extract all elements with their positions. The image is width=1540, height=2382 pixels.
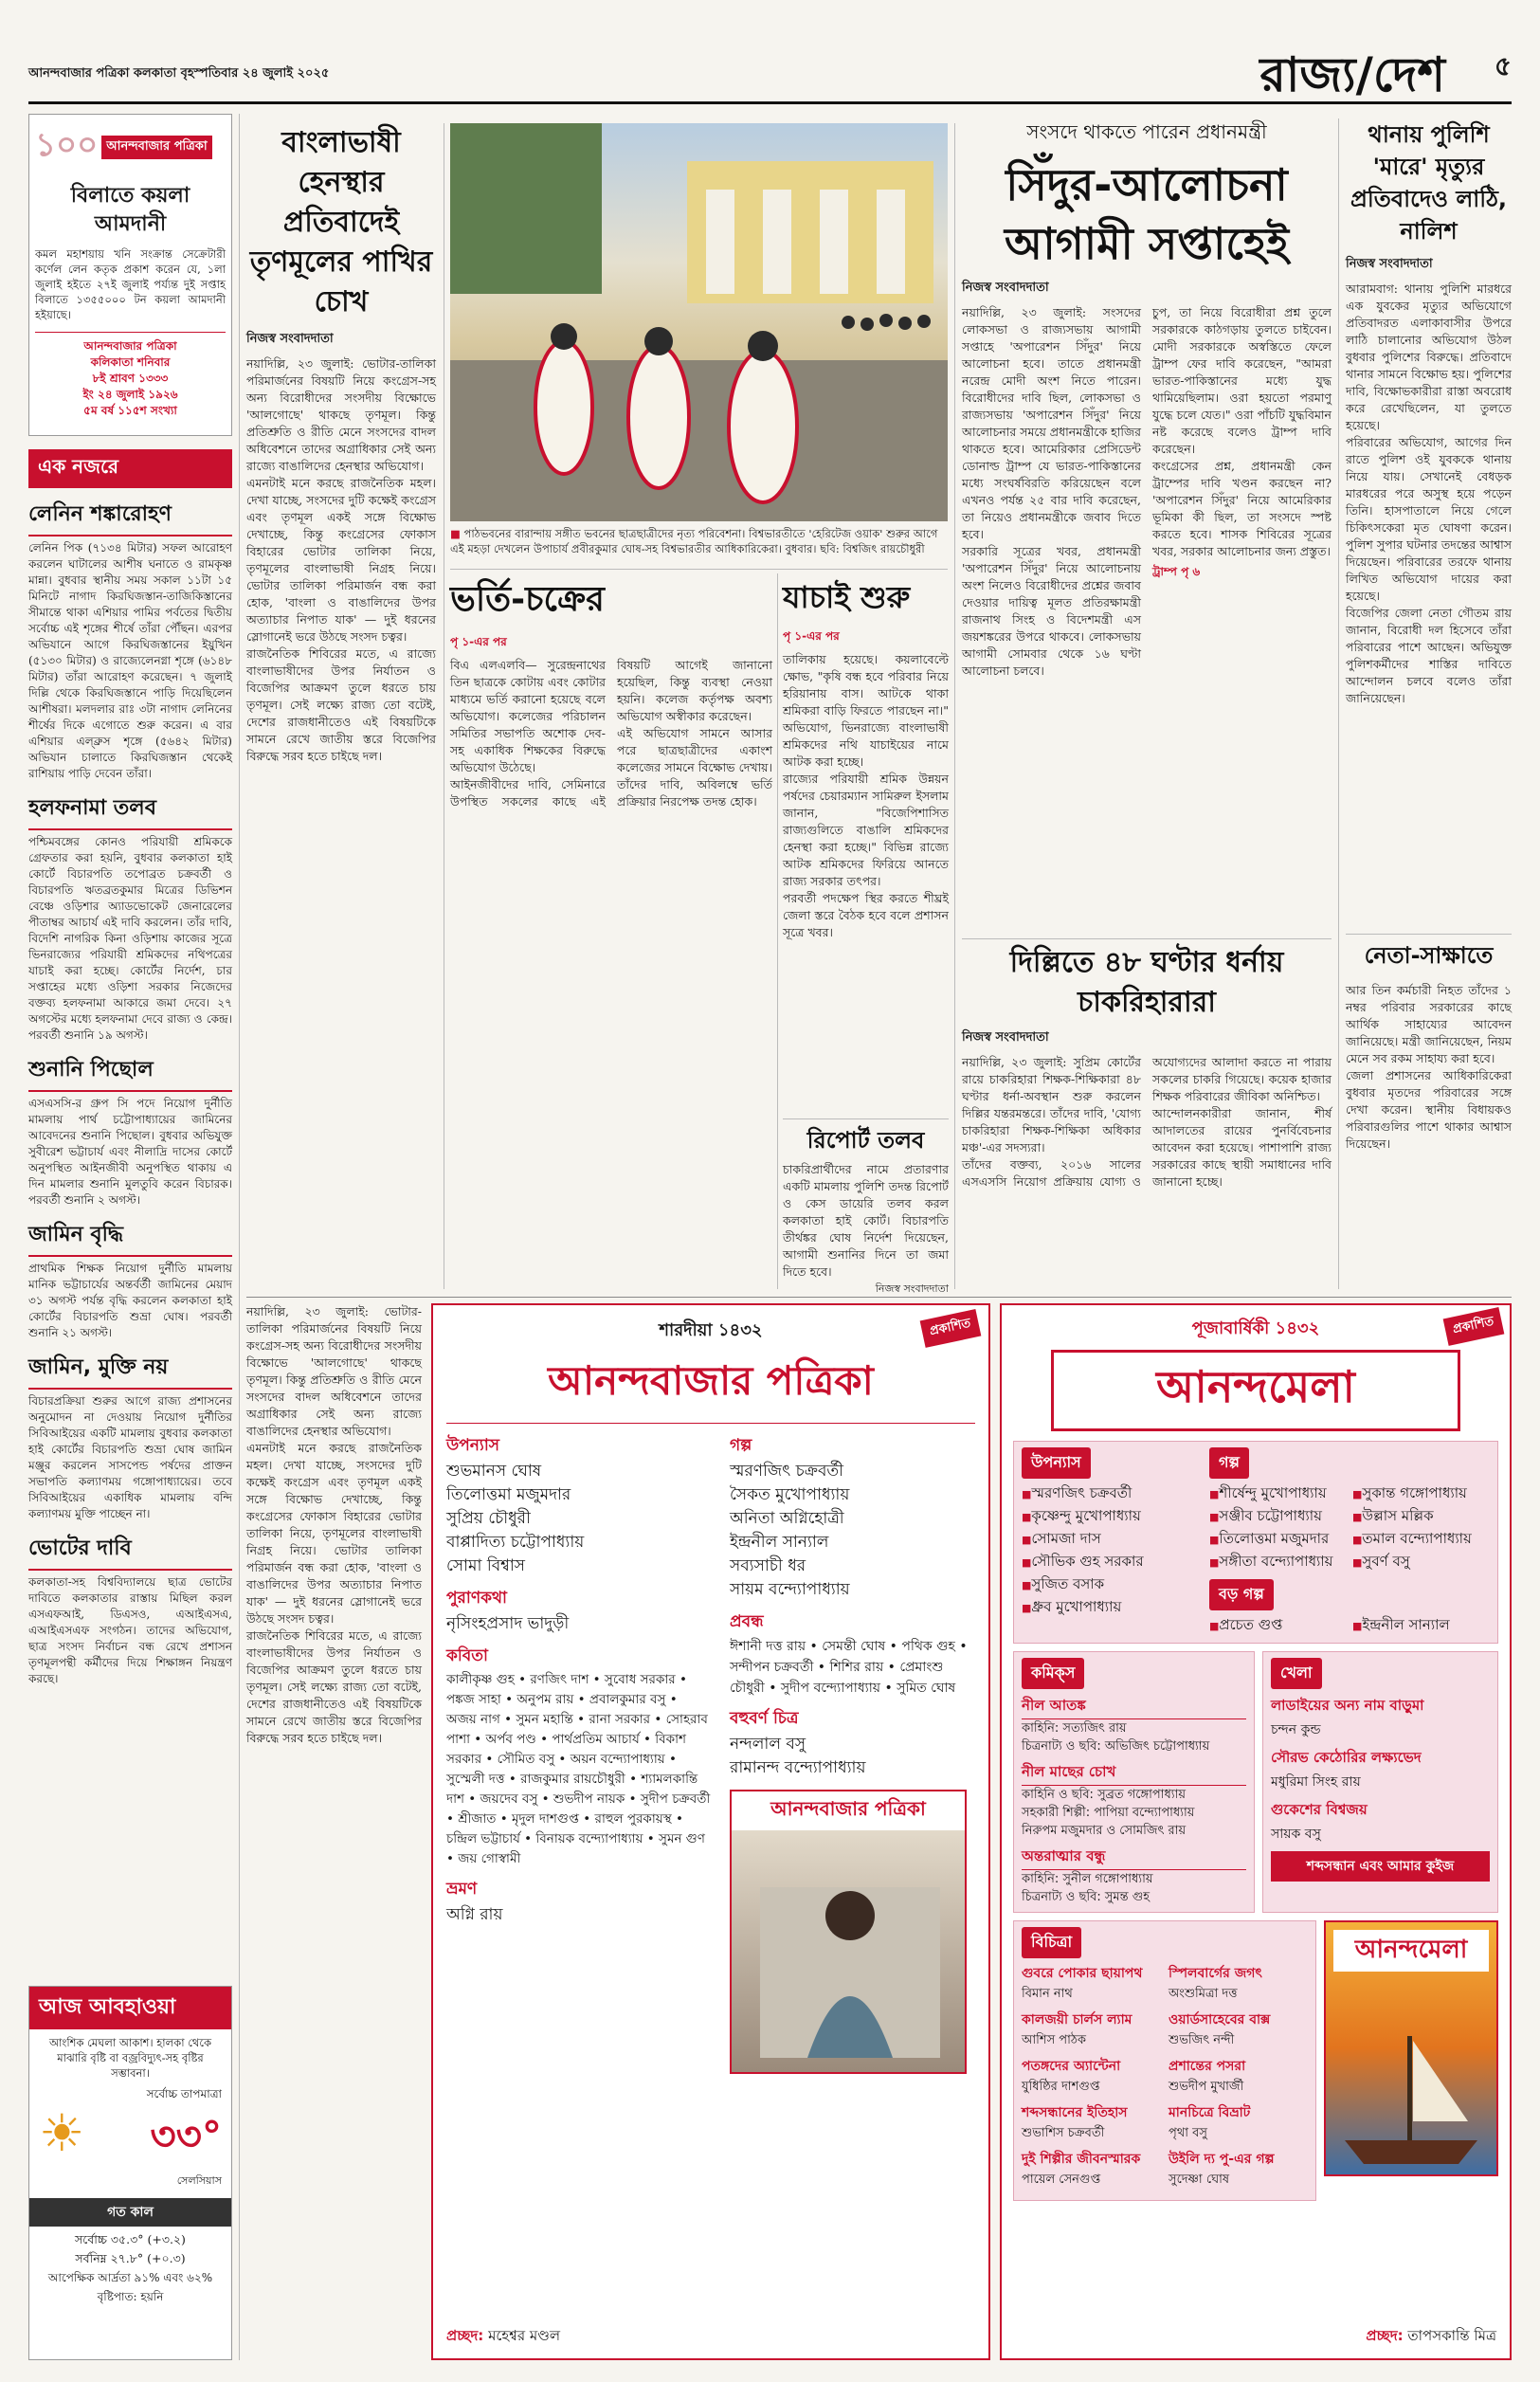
story-bhorti — [450, 573, 772, 1289]
comic-title: নীল আতঙ্ক — [1022, 1695, 1246, 1719]
story-police — [1346, 118, 1512, 929]
bichitra-author: যুধিষ্ঠির দাশগুপ্ত — [1022, 2080, 1100, 2094]
ad-am-galpo-label: গল্প — [1209, 1447, 1249, 1479]
bichitra-author: শুভদীপ মুখার্জী — [1169, 2080, 1244, 2094]
ad-am-comics-label: কমিক্‌স — [1022, 1658, 1084, 1689]
bichitra-item — [1022, 2009, 1161, 2051]
story-sindoor-cont: ট্রাম্প পৃ ৬ — [1152, 565, 1201, 578]
header-dateline: আনন্দবাজার পত্রিকা কলকাতা বৃহস্পতিবার ২৪ জুলাই ২০২৫ — [28, 66, 330, 81]
story-jachai-cont: পৃ ১-এর পর — [783, 629, 840, 643]
story-sindoor-body-a: নয়াদিল্লি, ২৩ জুলাই: সংসদের লোকসভা ও রাজ্যসভায় আগামী সপ্তাহে 'অপারেশন সিঁদুর' নিয়ে আলোচনা হবে। তাতে প্রধানমন্ত্রী নরেন্দ্র মোদী অংশ নিতে পারেন। বিরোধীদের দাবি ছিল, লোকসভা ও রাজ্যসভায় 'অপারেশন সিঁদুর' নিয়ে আলোচনার সময়ে প্রধানমন্ত্রীকে হাজির থাকতে হবে। আমেরিকার প্রেসিডেন্ট ডোনাল্ড ট্রাম্প যে ভারত-পাকিস্তানের মধ্যে সংঘর্ষবিরতি করিয়েছেন বলে এখনও পর্যন্ত ২৫ বার দাবি করেছেন, তা নিয়েও প্রধানমন্ত্রীকে জবাব দিতে হবে। সরকারি সূত্রের খবর, প্রধানমন্ত্রী 'অপারেশন সিঁদুর' নিয়ে আলোচনায় অংশ নিলেও বিরোধীদের প্রশ্নের জবাব দেওয়ার দায়িত্ব মূলত প্রতিরক্ষামন্ত্রী রাজনাথ সিংহ ও বিদেশমন্ত্রী এস জয়শঙ্করের উপরে থাকবে। লোকসভায় আগামী সোমবার থেকে ১৬ ঘণ্টা আলোচনা চলবে। — [962, 305, 1141, 678]
news-photo — [450, 123, 948, 521]
ad-am-upanyas-author: ■ কৃষ্ণেন্দু মুখোপাধ্যায় — [1022, 1505, 1202, 1528]
weather-desc: আংশিক মেঘলা আকাশ। হালকা থেকে মাঝারি বৃষ্টি বা বজ্রবিদ্যুৎ-সহ বৃষ্টির সম্ভাবনা। — [48, 2036, 211, 2080]
caption-marker: ■ — [450, 527, 464, 540]
story-jachai-headline: যাচাই শুরু — [783, 579, 911, 615]
ad-am-galpo-author: ■ সুবর্ণ বসু — [1352, 1551, 1490, 1573]
bichitra-item — [1022, 2101, 1161, 2144]
story-sindoor-headline: সিঁদুর-আলোচনা আগামী সপ্তাহেই — [1005, 159, 1289, 269]
bichitra-item — [1169, 2101, 1308, 2144]
archive-box — [28, 114, 232, 436]
weather-rain: বৃষ্টিপাত: হয়নি — [97, 2290, 164, 2303]
ad-am-year: পূজাবার্ষিকী ১৪৩২ — [1191, 1318, 1320, 1338]
ad-abp-badge: প্রকাশিত — [920, 1309, 981, 1348]
archive-year-mark: ১০০ — [35, 126, 99, 164]
story-neta — [1346, 938, 1512, 1289]
brief-body: লেনিন পিক (৭১৩৪ মিটার) সফল আরোহণ করলেন ঘাটালের আশীষ ঘনাতে ও রামকৃষ্ণ মান্না। বুধবার স্থানীয় সময় সকাল ১১টা ১৫ মিনিটে নাগাদ কিরঘিজস্তান-তাজিকিস্তানের সীমান্তে থাকা এশিয়ার পামির পর্বতের দ্বিতীয় সর্বোচ্চ এই শৃঙ্গের শীর্ষে তাঁরা পৌঁছন। এরপর অভিযানে আগে কিরঘিজস্তানের ইয়ুখিন (৫১৩০ মিটার) ও রাজ্যেলেনগ্না শৃঙ্গে (৬১৪৮ মিটার) তাঁরা আরোহণ করেছেন। ৭ জুলাই দিল্লি থেকে কিরঘিজস্তানে পাড়ি দিয়েছিলেন আশীষরা। মলদলার রাঃ ৩টা নাগাদ লেনিনের শীর্ষের দিকে এগোতে শুরু করেন। এ বার এশিয়ার এল্‌ব্রুস শৃঙ্গে (৫৬৪২ মিটার) অভিযান চালাতে কিরঘিজস্তান থেকেই রাশিয়ায় পাড়ি দেবেন তাঁরা। — [28, 541, 232, 780]
story-tmc-byline: নিজস্ব সংবাদদাতা — [246, 332, 334, 346]
ad-abp-galpo-author: সব্যসাচী ধর — [729, 1556, 806, 1575]
ad-abp-galpo-list — [730, 1460, 975, 1602]
ad-am-galpo-author: ■ সঞ্জীব চট্টোপাধ্যায় — [1209, 1505, 1347, 1528]
ad-am-galpo-author: ■ শীর্ষেন্দু মুখোপাধ্যায় — [1209, 1482, 1347, 1505]
bichitra-title: দুই শিল্পীর জীবনস্মারক — [1022, 2152, 1141, 2167]
story-tmc-continued-body: নয়াদিল্লি, ২৩ জুলাই: ভোটার-তালিকা পরিমার্জনের বিষয়টি নিয়ে কংগ্রেস-সহ অন্য বিরোধীদের সংসদীয় বিক্ষোভে 'আলগোছে' থাকছে তৃণমূল। কিন্তু প্রতিশ্রুতি ও রীতি মেনে সংসদের বাদল অধিবেশনে তাদের অগ্রাধিকার সেই অন্য রাজ্যে বাঙালিদের হেনস্থার অভিযোগ। এমনটাই মনে করছে রাজনৈতিক মহল। দেখা যাচ্ছে, সংসদের দুটি কক্ষেই কংগ্রেস এবং তৃণমূল একই সঙ্গে বিক্ষোভ দেখাচ্ছে, কিন্তু কংগ্রেসের ফোকাস বিহারের ভোটার তালিকা নিয়ে, তৃণমূলের বাংলাভাষী নিগ্রহ নিয়ে। ভোটার তালিকা পরিমার্জন বন্ধ করা হোক, 'বাংলা ও বাঙালিদের উপর অত্যাচার নিপাত যাক' — দুই ধরনের স্লোগানেই ভরে উঠছে সংসদ চত্বর। রাজনৈতিক শিবিরের মতে, এ রাজ্যে বাংলাভাষীদের উপর নির্যাতন ও বিজেপির আক্রমণ তুলে ধরতে চায় তৃণমূল। সেই লক্ষ্যে রাজ্য তো বটেই, দেশের রাজধানীতেও এই বিষয়টিকে সামনে রেখে জাতীয় স্তরে বিজেপির বিরুদ্ধে সরব হতে চাইছে দল। — [246, 1304, 422, 1745]
ad-abp-galpo-author: স্মরণজিৎ চক্রবর্তী — [729, 1462, 844, 1481]
weather-unit: সেলসিয়াস — [176, 2174, 222, 2187]
khela-title: লাডাইয়ের অন্য নাম বাড়ুমা — [1271, 1697, 1424, 1714]
story-tmc-headline: বাংলাভাষী হেনস্থার প্রতিবাদেই তৃণমূলের পাখির চোখ — [249, 126, 433, 318]
ad-abp-cover-title: আনন্দবাজার পত্রিকা — [732, 1791, 965, 1830]
ad-anandamela — [1000, 1303, 1512, 2360]
brief-title: ভোটের দাবি — [28, 1532, 232, 1571]
ad-am-comics-list — [1022, 1695, 1246, 1906]
bichitra-title: ওয়ার্ডসাহেবের বাক্স — [1169, 2012, 1271, 2027]
briefs-header: এক নজরে — [28, 449, 232, 488]
cover-figure-illustration — [732, 1830, 969, 2077]
ad-abp-chitra-list — [730, 1733, 975, 1780]
ad-am-upanyas-author: ■ সুজিত বসাক — [1022, 1573, 1202, 1596]
bichitra-item — [1169, 1962, 1308, 2005]
comic-credits: কাহিনি: সত্যজিৎ রায় চিত্রনাট্য ও ছবি: অভিজিৎ চট্টোপাধ্যায় — [1022, 1721, 1210, 1754]
page-header — [28, 38, 1512, 104]
ad-am-galpo-author: ■ তিলোত্তমা মজুমদার — [1209, 1528, 1347, 1551]
ad-abp-chitra-artist: রামানন্দ বন্দ্যোপাধ্যায় — [729, 1758, 866, 1777]
brief-title: হলফনামা তলব — [28, 791, 232, 830]
ad-abp-prabandha: ঈশানী দত্ত রায় • সেমন্তী ঘোষ • পথিক গুহ • সন্দীপন চক্রবর্তী • শিশির রায় • প্রেমাংশু চৌধুরী • সুদীপ বন্দ্যোপাধ্যায় • সুমিত ঘোষ — [729, 1639, 968, 1696]
bichitra-title: কালজয়ী চার্লস ল্যাম — [1022, 2012, 1132, 2027]
bichitra-title: শব্দসন্ধানের ইতিহাস — [1022, 2105, 1128, 2120]
archive-headline: বিলাতে কয়লা আমদানী — [70, 184, 190, 236]
briefs-list — [28, 498, 232, 1915]
ad-abp-upanyas-author: সোমা বিশ্বাস — [446, 1556, 526, 1575]
khela-author: সায়ক বসু — [1271, 1827, 1321, 1842]
story-bhorti-body: বিএ এলএলবি— সুরেন্দ্রনাথের তিন ছাত্রকে কোটায় এবং কোটার মাধ্যমে ভর্তি করানো হয়েছে বলে অভিযোগ। কলেজের পরিচালন সমিতির সভাপতি অশোক দেব-সহ একাধিক শিক্ষকের বিরুদ্ধে অভিযোগ উঠেছে। আইনজীবীদের দাবি, সেমিনারে উপস্থিত সকলের কাছে এই বিষয়টি আগেই জানানো হয়েছিল, কিন্তু ব্যবস্থা নেওয়া হয়নি। কলেজ কর্তৃপক্ষ অবশ্য অভিযোগ অস্বীকার করেছেন। এই অভিযোগ সামনে আসার পরে ছাত্রছাত্রীদের একাংশ কলেজের সামনে বিক্ষোভ দেখায়। তাঁদের দাবি, অবিলম্বে ভর্তি প্রক্রিয়ার নিরপেক্ষ তদন্ত হোক। — [450, 658, 772, 809]
bichitra-author: শুভজিৎ নন্দী — [1169, 2033, 1235, 2047]
ad-abp-puran-list — [446, 1612, 711, 1636]
weather-temp: ৩৩° — [150, 2113, 222, 2159]
ad-am-upanyas-label: উপন্যাস — [1022, 1447, 1091, 1479]
ad-am-cover-artist: তাপসকান্তি মিত্র — [1407, 2327, 1496, 2344]
left-column — [28, 114, 232, 2360]
weather-humidity: আপেক্ষিক আর্দ্রতা ৯১% এবং ৬২% — [47, 2271, 213, 2284]
bichitra-title: উইলি দ্য পু-এর গল্প — [1169, 2152, 1275, 2167]
story-bhorti-cont: পৃ ১-এর পর — [450, 635, 507, 648]
ad-abp-sharodiya — [431, 1303, 990, 2360]
bichitra-author: সুদেষ্ণা ঘোষ — [1169, 2173, 1230, 2187]
khela-author: চন্দন কুন্ড — [1271, 1722, 1321, 1737]
brief-title: শুনানি পিছোল — [28, 1053, 232, 1092]
ad-am-cover — [1324, 1920, 1498, 2176]
ad-am-bara-author: ■ প্রচেত গুপ্ত — [1209, 1614, 1347, 1637]
photo-caption — [450, 526, 948, 556]
story-bhorti-headline: ভর্তি-চক্রের — [450, 580, 605, 619]
ad-am-quiz: শব্দসন্ধান এবং আমার কুইজ — [1271, 1851, 1490, 1882]
story-report-headline: রিপোর্ট তলব — [806, 1127, 925, 1154]
story-neta-headline: নেতা-সাক্ষাতে — [1364, 942, 1494, 969]
weather-box — [28, 1986, 232, 2360]
story-neta-body: আর তিন কর্মচারী নিহত তাঁদের ১ নম্বর পরিবার সরকারের কাছে আর্থিক সাহায্যের আবেদন জানিয়েছে। মন্ত্রী জানিয়েছেন, নিয়ম মেনে সব রকম সাহায্য করা হবে। জেলা প্রশাসনের আধিকারিকেরা বুধবার মৃতদের পরিবারের সঙ্গে দেখা করেন। স্থানীয় বিধায়কও পরিবারগুলির পাশে থাকার আশ্বাস দিয়েছেন। — [1346, 983, 1512, 1151]
archive-paper-name: আনন্দবাজার পত্রিকা — [101, 136, 211, 159]
ad-am-cover-brand: আনন্দমেলা — [1333, 1930, 1489, 1972]
ad-abp-puran-author: নৃসিংহপ্রসাদ ভাদুড়ী — [446, 1614, 570, 1633]
comic-title: অন্তরাত্মার বন্ধু — [1022, 1846, 1246, 1870]
cover-ship-illustration — [1326, 1979, 1496, 2169]
ad-am-bara-author: ■ ইন্দ্রনীল সান্যাল — [1352, 1614, 1490, 1637]
ad-abp-galpo-author: সায়ম বন্দ্যোপাধ্যায় — [729, 1580, 850, 1599]
ad-am-bara-list — [1209, 1614, 1490, 1637]
ad-abp-bhraman-label: ভ্রমণ — [446, 1880, 478, 1899]
ad-abp-cover-label: প্রচ্ছদ: — [446, 2327, 484, 2344]
khela-title: গুকেশের বিশ্বজয় — [1271, 1801, 1368, 1818]
ad-am-galpo-author: ■ তমাল বন্দ্যোপাধ্যায় — [1352, 1528, 1490, 1551]
ad-abp-galpo-author: সৈকত মুখোপাধ্যায় — [729, 1485, 850, 1504]
bichitra-title: গুবরে পোকার ছায়াপথ — [1022, 1966, 1143, 1981]
bichitra-item — [1022, 1962, 1161, 2005]
ad-am-khela-box — [1262, 1651, 1498, 1913]
brief-body: এসএসসি-র গ্রুপ সি পদে নিয়োগ দুর্নীতি মামলায় পার্থ চট্টোপাধ্যায়ের জামিনের আবেদনের শুনানি পিছোল। বুধবার অভিযুক্ত সুবীরেশ ভট্টাচার্য এবং নীলাদ্রি দাসের কোর্টে অনুপস্থিত আইনজীবী অনুপস্থিত থাকায় এ দিন মামলার শুনানি মুলতুবি করেন বিচারক। পরবর্তী শুনানি ২ অগস্ট। — [28, 1097, 232, 1207]
story-dharna-byline: নিজস্ব সংবাদদাতা — [962, 1030, 1049, 1045]
archive-logo — [35, 120, 226, 174]
brief-body: প্রাথমিক শিক্ষক নিয়োগ দুর্নীতি মামলায় মানিক ভট্টাচার্যের অন্তর্বর্তী জামিনের মেয়াদ ৩১ অগস্ট পর্যন্ত বৃদ্ধি করলেন কলকাতা হাই কোর্টের বিচারপতি শুভ্রা ঘোষ। পরবর্তী শুনানি ২১ অগস্ট। — [28, 1262, 232, 1339]
bichitra-item — [1169, 2009, 1308, 2051]
caption-text: পাঠভবনের বারান্দায় সঙ্গীত ভবনের ছাত্রছাত্রীদের নৃত্য পরিবেশনা। বিশ্বভারতীতে 'হেরিটেজ ওয়াক' শুরুর আগে এই মহড়া দেখলেন উপাচার্য প্রবীরকুমার ঘোষ-সহ বিশ্বভারতীর আধিকারিকেরা। বুধবার। ছবি: বিশ্বজিৎ রায়চৌধুরী — [450, 527, 938, 555]
ad-abp-cover-artist: মহেশ্বর মণ্ডল — [488, 2327, 561, 2344]
story-police-body: আরামবাগ: থানায় পুলিশি মারধরে এক যুবকের মৃত্যুর অভিযোগে প্রতিবাদরত এলাকাবাসীর উপরে লাঠি চালানোর অভিযোগ উঠল বুধবার পুলিশের বিরুদ্ধে। প্রতিবাদে থানার সামনে বিক্ষোভ হয়। পুলিশের দাবি, বিক্ষোভকারীরা রাস্তা অবরোধ করে রেখেছিলেন, যা তুলতে হয়েছে। পরিবারের অভিযোগ, আগের দিন রাতে পুলিশ ওই যুবককে থানায় নিয়ে যায়। সেখানেই বেধড়ক মারধরের পরে অসুস্থ হয়ে পড়েন তিনি। হাসপাতালে নিয়ে গেলে চিকিৎসকেরা মৃত ঘোষণা করেন। পুলিশ সুপার ঘটনার তদন্তের আশ্বাস দিয়েছেন। পরিবারের তরফে থানায় লিখিত অভিযোগ দায়ের করা হয়েছে। বিজেপির জেলা নেতা গৌতম রায় জানান, বিরোধী দল হিসেবে তাঁরা পরিবারের পাশে আছেন। অভিযুক্ত পুলিশকর্মীদের শাস্তির দাবিতে আন্দোলন চলবে বলেও তাঁরা জানিয়েছেন। — [1346, 282, 1512, 705]
archive-date-block: আনন্দবাজার পত্রিকা কলিকাতা শনিবার ৮ই শ্রাবণ ১৩৩৩ ইং ২৪ জুলাই ১৯২৬ ৫ম বর্ষ ১১৫শ সংখ্যা — [35, 332, 226, 419]
story-report-sign: নিজস্ব সংবাদদাতা — [875, 1282, 949, 1295]
ad-am-khela-label: খেলা — [1271, 1658, 1322, 1689]
khela-author: মধুরিমা সিংহ রায় — [1271, 1774, 1361, 1790]
photo-illustration — [450, 123, 948, 521]
ad-am-bara-label: বড় গল্প — [1209, 1579, 1274, 1610]
ad-abp-galpo-author: ইন্দ্রনীল সান্যাল — [729, 1533, 829, 1552]
story-sindoor-byline: নিজস্ব সংবাদদাতা — [962, 281, 1049, 295]
weather-title: আজ আবহাওয়া — [29, 1987, 231, 2029]
bichitra-author: পৃথা বসু — [1169, 2126, 1207, 2140]
ad-am-comics-box — [1013, 1651, 1255, 1913]
khela-title: সৌরভ কেঠোরির লক্ষ্যভেদ — [1271, 1749, 1422, 1766]
bichitra-title: পতঙ্গদের অ্যান্টেনা — [1022, 2059, 1121, 2074]
ad-abp-upanyas-list — [446, 1460, 711, 1578]
ad-abp-galpo-label: গল্প — [729, 1436, 752, 1455]
bichitra-author: বিমান নাথ — [1022, 1987, 1073, 2001]
weather-sun-icon: ☀ — [39, 2103, 85, 2163]
story-report — [783, 1118, 952, 1295]
bichitra-item — [1022, 2055, 1161, 2098]
page-number: ৫ — [1494, 50, 1512, 82]
bichitra-author: অংশুমিত্রা দত্ত — [1169, 1987, 1238, 2001]
story-police-byline: নিজস্ব সংবাদদাতা — [1346, 257, 1433, 271]
ad-abp-upanyas-author: সুপ্রিয় চৌধুরী — [446, 1509, 531, 1528]
archive-body: কমল মহাশয়ায় খনি সংক্রান্ত সেক্রেটারী কর্ণেল লেন কতৃক প্রকাশ করেন যে, ১লা জুলাই হইতে ২৭ই জুলাই পর্য্যন্ত দুই সপ্তাহ বিলাতে ১৩৫৫০০০ টন কয়লা আমদানী হইয়াছে। — [35, 247, 226, 321]
ad-abp-chitra-label: বহুবর্ণ চিত্র — [729, 1709, 799, 1728]
ad-am-galpo-author: ■ সঙ্গীতা বন্দ্যোপাধ্যায় — [1209, 1551, 1347, 1573]
ad-abp-year: শারদীয়া ১৪৩২ — [659, 1320, 763, 1340]
ad-abp-kobita: কালীকৃষ্ণ গুহ • রণজিৎ দাশ • সুবোধ সরকার • পঙ্কজ সাহা • অনুপম রায় • প্রবালকুমার বসু • অজয় নাগ • সুমন মহান্তি • রানা সরকার • সোহরাব পাশা • অর্পব পণ্ড • পার্থপ্রতিম আচার্য • বিকাশ সরকার • সৌমিত বসু • অয়ন বন্দ্যোপাধ্যায় • সুস্মেলী দত্ত • রাজকুমার রায়চৌধুরী • শ্যামলকান্তি দাশ • জয়দেব বসু • শুভদীপ নায়ক • সুদীপ চক্রবর্তী • শ্রীজাত • মৃদুল দাশগুপ্ত • রাহুল পুরকায়স্থ • চন্দ্রিল ভট্টাচার্য • বিনায়ক বন্দ্যোপাধ্যায় • সুমন গুণ • জয় গোস্বামী — [446, 1672, 711, 1866]
weather-forecast-label: সর্বোচ্চ তাপমাত্রা — [146, 2087, 222, 2100]
ad-am-top-box — [1013, 1441, 1498, 1644]
story-tmc-continued — [246, 1303, 422, 2360]
story-dharna-headline: দিল্লিতে ৪৮ ঘণ্টার ধর্নায় চাকরিহারারা — [1009, 946, 1284, 1019]
ad-abp-galpo-author: অনিতা অগ্নিহোত্রী — [729, 1509, 844, 1528]
ad-abp-upanyas-author: বাপ্পাদিত্য চট্টোপাধ্যায় — [446, 1533, 585, 1552]
story-tmc-body: নয়াদিল্লি, ২৩ জুলাই: ভোটার-তালিকা পরিমার্জনের বিষয়টি নিয়ে কংগ্রেস-সহ অন্য বিরোধীদের সংসদীয় বিক্ষোভে 'আলগোছে' থাকছে তৃণমূল। কিন্তু প্রতিশ্রুতি ও রীতি মেনে সংসদের বাদল অধিবেশনে তাদের অগ্রাধিকার সেই অন্য রাজ্যে বাঙালিদের হেনস্থার অভিযোগ। এমনটাই মনে করছে রাজনৈতিক মহল। দেখা যাচ্ছে, সংসদের দুটি কক্ষেই কংগ্রেস এবং তৃণমূল একই সঙ্গে বিক্ষোভ দেখাচ্ছে, কিন্তু কংগ্রেসের ফোকাস বিহারের ভোটার তালিকা নিয়ে, তৃণমূলের বাংলাভাষী নিগ্রহ নিয়ে। ভোটার তালিকা পরিমার্জন বন্ধ করা হোক, 'বাংলা ও বাঙালিদের উপর অত্যাচার নিপাত যাক' — দুই ধরনের স্লোগানেই ভরে উঠছে সংসদ চত্বর। রাজনৈতিক শিবিরের মতে, এ রাজ্যে বাংলাভাষীদের উপর নির্যাতন ও বিজেপির আক্রমণ তুলে ধরতে চায় তৃণমূল। সেই লক্ষ্যে রাজ্য তো বটেই, দেশের রাজধানীতেও এই বিষয়টিকে সামনে রেখে জাতীয় স্তরে বিজেপির বিরুদ্ধে সরব হতে চাইছে দল। — [246, 356, 436, 763]
ad-am-galpo-author: ■ উল্লাস মল্লিক — [1352, 1505, 1490, 1528]
bichitra-item — [1169, 2148, 1308, 2191]
ad-am-badge: প্রকাশিত — [1443, 1307, 1504, 1346]
story-police-headline: থানায় পুলিশি 'মারে' মৃত্যুর প্রতিবাদেও লাঠি, নালিশ — [1350, 121, 1508, 245]
ad-abp-puran-label: পুরাণকথা — [446, 1589, 507, 1608]
comic-credits: কাহিনি ও ছবি: সুব্রত গঙ্গোপাধ্যায় সহকারী শিল্পী: পাপিয়া বন্দ্যোপাধ্যায় নিরুপম মজুমদার ও সোমজিৎ রায় — [1022, 1788, 1195, 1838]
story-jachai-body: তালিকায় হয়েছে। কয়লাবেল্টে ক্ষোভ, "কৃষি বন্ধ হবে পরিবার নিয়ে হরিয়ানায় বাস। আটকে থাকা শ্রমিকরা বাড়ি ফিরতে পারছেন না।" অভিযোগ, ভিনরাজ্যে বাংলাভাষী শ্রমিকদের নথি যাচাইয়ের নামে আটক করা হচ্ছে। রাজ্যের পরিযায়ী শ্রমিক উন্নয়ন পর্ষদের চেয়ারম্যান সামিরুল ইসলাম জানান, "বিজেপিশাসিত রাজ্যগুলিতে বাঙালি শ্রমিকদের হেনস্থা করা হচ্ছে।" বিভিন্ন রাজ্যে আটক শ্রমিকদের ফিরিয়ে আনতে রাজ্য সরকার তৎপর। পরবর্তী পদক্ষেপ স্থির করতে শীঘ্রই জেলা স্তরে বৈঠক হবে বলে প্রশাসন সূত্রে খবর। — [783, 652, 949, 939]
brief-title: জামিন, মুক্তি নয় — [28, 1351, 232, 1390]
ad-abp-bhraman: অগ্নি রায় — [446, 1905, 503, 1924]
bichitra-author: আশিস পাঠক — [1022, 2033, 1086, 2047]
comic-credits: কাহিনি: সুনীল গঙ্গোপাধ্যায় চিত্রনাট্য ও ছবি: সুমন্ত গুহ — [1022, 1872, 1153, 1904]
bichitra-author: শুভাশিস চক্রবর্তী — [1022, 2126, 1105, 2140]
ad-am-upanyas-author: ■ স্মরণজিৎ চক্রবর্তী — [1022, 1482, 1202, 1505]
story-sindoor-body-b: চুপ, তা নিয়ে বিরোধীরা প্রশ্ন তুলে সরকারকে কাঠগড়ায় তুলতে চাইবেন। মোদী সরকারকে অস্বস্তিতে ফেলে ট্রাম্প ফের দাবি করেছেন, "আমরা ভারত-পাকিস্তানের মধ্যে যুদ্ধ থামিয়েছিলাম। ওরা হয়তো পরমাণু যুদ্ধে চলে যেত।" ওরা পাঁচটি যুদ্ধবিমান নষ্ট করেছে বলেও ট্রাম্প দাবি করেছেন। কংগ্রেসের প্রশ্ন, প্রধানমন্ত্রী কেন ট্রাম্পের দাবি খণ্ডন করছেন না? 'অপারেশন সিঁদুর' নিয়ে আমেরিকার ভূমিকা কী ছিল, তা সংসদে স্পষ্ট করতে হবে। শাসক শিবিরের সূত্রের খবর, সরকার আলোচনার জন্য প্রস্তুত। — [1152, 305, 1332, 558]
ad-abp-upanyas-author: তিলোত্তমা মজুমদার — [446, 1485, 571, 1504]
weather-past-label: গত কাল — [29, 2198, 231, 2227]
bichitra-item — [1169, 2055, 1308, 2098]
ad-abp-upanyas-author: শুভমানস ঘোষ — [446, 1462, 542, 1481]
story-tmc — [246, 123, 436, 1289]
story-sindoor-kicker: সংসদে থাকতে পারেন প্রধানমন্ত্রী — [1026, 120, 1267, 143]
brief-title: জামিন বৃদ্ধি — [28, 1218, 232, 1257]
ad-abp-kobita-label: কবিতা — [446, 1646, 488, 1665]
ad-am-upanyas-list — [1022, 1482, 1202, 1619]
section-title: রাজ্য/দেশ — [1259, 47, 1445, 102]
ad-am-brand: আনন্দমেলা — [1051, 1350, 1460, 1431]
ad-am-upanyas-author: ■ সোমজা দাস — [1022, 1528, 1202, 1551]
bichitra-author: পায়েল সেনগুপ্ত — [1022, 2173, 1101, 2187]
bichitra-title: স্পিলবার্গের জগৎ — [1169, 1966, 1262, 1981]
bichitra-item — [1022, 2148, 1161, 2191]
ad-abp-upanyas-label: উপন্যাস — [446, 1436, 500, 1455]
ad-am-cover-label: প্রচ্ছদ: — [1366, 2327, 1404, 2344]
ad-am-upanyas-author: ■ সৌভিক গুহ সরকার — [1022, 1551, 1202, 1573]
ad-am-galpo-list — [1209, 1482, 1490, 1573]
ad-am-bichitra-label: বিচিত্রা — [1022, 1927, 1081, 1958]
bichitra-title: প্রশান্তের পসরা — [1169, 2059, 1246, 2074]
ad-abp-prabandha-label: প্রবন্ধ — [729, 1612, 764, 1631]
bichitra-title: মানচিত্রে বিভ্রাট — [1169, 2105, 1251, 2120]
story-sindoor — [962, 118, 1332, 938]
brief-body: পশ্চিমবঙ্গের কোনও পরিযায়ী শ্রমিককে গ্রেফতার করা হয়নি, বুধবার কলকাতা হাই কোর্টে বিচারপতি তপোব্রত চক্রবর্তী ও বিচারপতি ঋতব্রতকুমার মিত্রের ডিভিশন বেঞ্চে ওড়িশার অ্যাডভোকেট জেনারেলের পীতাম্বর আচার্য এই দাবি করলেন। তাঁর দাবি, বিদেশি নাগরিক কিনা ওড়িশায় কাজের সূত্রে ভিনরাজ্যের পরিযায়ী শ্রমিকদের নথিপত্রের যাচাই করা হচ্ছে। কোর্টের নির্দেশ, চার সপ্তাহের মধ্যে ওড়িশা সরকার নিজেদের বক্তব্য হলফনামা আকারে জমা দেবে। ২৭ অগস্টের মধ্যে হলফনামা দেবে রাজ্য ও কেন্দ্র। পরবর্তী শুনানি ১৯ অগস্ট। — [28, 835, 232, 1042]
ad-abp-brand: আনন্দবাজার পত্রিকা — [446, 1350, 975, 1424]
story-dharna — [962, 943, 1332, 1289]
ad-am-khela-list — [1271, 1695, 1490, 1846]
brief-title: লেনিন শঙ্কারোহণ — [28, 498, 232, 536]
weather-min: সর্বনিম্ন ২৭.৮° (+০.৩) — [75, 2251, 186, 2265]
weather-max: সর্বোচ্চ ৩৫.৩° (+৩.২) — [75, 2232, 186, 2246]
ad-am-bichitra-box — [1013, 1920, 1316, 2201]
brief-body: কলকাতা-সহ বিশ্ববিদ্যালয়ে ছাত্র ভোটের দাবিতে কলকাতার রাস্তায় মিছিল করল এসএফআই, ডিএসও, এআইএসএ, এআইএসএফ সংগঠন। তাদের অভিযোগ, ছাত্র সংসদ নির্বাচন বন্ধ রেখে প্রশাসন তৃণমূলপন্থী কর্মীদের দিয়ে শিক্ষাঙ্গন নিয়ন্ত্রণ করছে। — [28, 1575, 232, 1685]
ad-am-bichitra-list — [1022, 1962, 1308, 2194]
story-report-body: চাকরিপ্রার্থীদের নামে প্রতারণার একটি মামলায় পুলিশি তদন্ত রিপোর্ট ও কেস ডায়েরি তলব করল কলকাতা হাই কোর্ট। বিচারপতি তীর্থঙ্কর ঘোষ নির্দেশ দিয়েছেন, আগামী শুনানির দিনে তা জমা দিতে হবে। — [783, 1162, 952, 1279]
ad-am-galpo-author: ■ সুকান্ত গঙ্গোপাধ্যায় — [1352, 1482, 1490, 1505]
comic-title: নীল মাছের চোখ — [1022, 1761, 1246, 1786]
ad-abp-cover — [730, 1790, 967, 2074]
ad-am-upanyas-author: ■ ধ্রুব মুখোপাধ্যায় — [1022, 1596, 1202, 1619]
story-dharna-body: নয়াদিল্লি, ২৩ জুলাই: সুপ্রিম কোর্টের রায়ে চাকরিহারা শিক্ষক-শিক্ষিকারা ৪৮ ঘণ্টার ধর্না-অবস্থান শুরু করলেন দিল্লির যন্তরমন্তরে। তাঁদের দাবি, 'যোগ্য চাকরিহারা শিক্ষক-শিক্ষিকা অধিকার মঞ্চ'-এর সদস্যরা। তাঁদের বক্তব্য, ২০১৬ সালের এসএসসি নিয়োগ প্রক্রিয়ায় যোগ্য ও অযোগ্যদের আলাদা করতে না পারায় সকলের চাকরি গিয়েছে। কয়েক হাজার শিক্ষক পরিবারের জীবিকা অনিশ্চিত। আন্দোলনকারীরা জানান, শীর্ষ আদালতের রায়ের পুনর্বিবেচনার আবেদন করা হয়েছে। পাশাপাশি রাজ্য সরকারের কাছে স্থায়ী সমাধানের দাবি জানানো হচ্ছে। — [962, 1055, 1332, 1189]
ad-abp-chitra-artist: নন্দলাল বসু — [729, 1735, 806, 1754]
brief-body: বিচারপ্রক্রিয়া শুরুর আগে রাজ্য প্রশাসনের অনুমোদন না দেওয়ায় নিয়োগ দুর্নীতির সিবিআইয়ের একটি মামলায় বুধবার কলকাতা হাই কোর্টের বিচারপতি শুভ্রা ঘোষ জামিন মঞ্জুর করলেন সাসপেন্ড পর্ষদের প্রাক্তন সভাপতি কল্যাণময় গঙ্গোপাধ্যায়ের। তবে সিবিআইয়ের একাধিক মামলায় বন্দি কল্যাণময় মুক্তি পাচ্ছেন না। — [28, 1394, 232, 1520]
